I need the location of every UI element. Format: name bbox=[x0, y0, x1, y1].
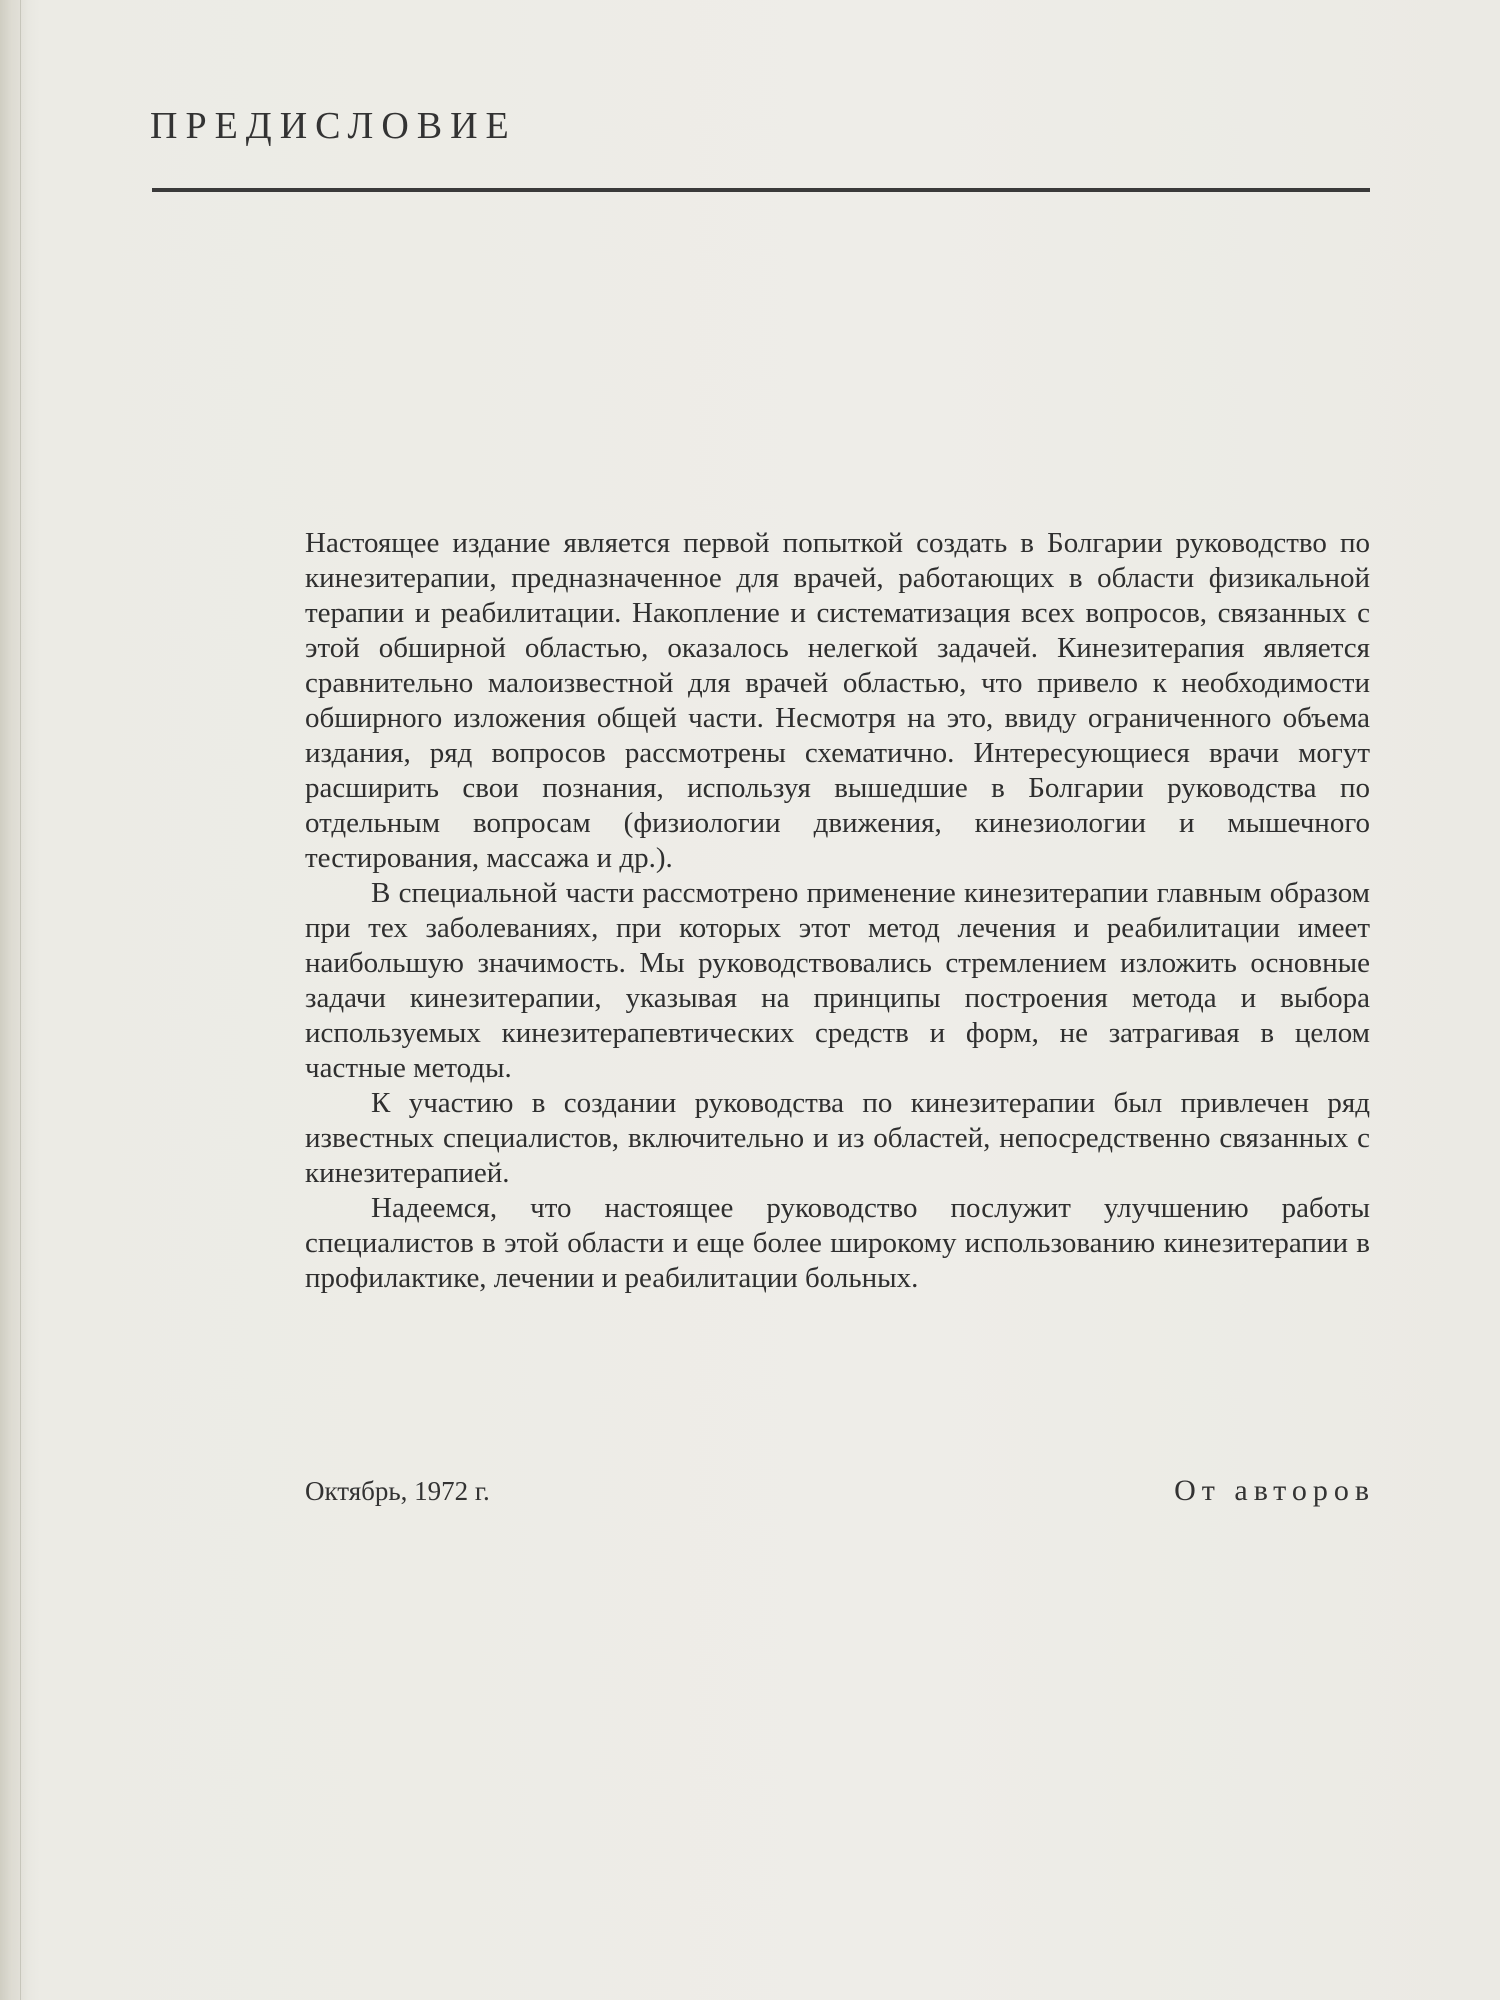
preface-paragraph-1: Настоящее издание является первой попыткой создать в Болгарии руководство по кинезитерапии, предназначенное для врачей, работающих в области физикальной терапии и реабилитации. Накопление и систематизация всех вопросов, связанных с этой обширной областью, оказалось нелегкой задачей. Кинезитерапия является сравнительно малоизвестной для врачей областью, что привело к необходимости обширного изложения общей части. Несмотря на это, ввиду ограниченного объема издания, ряд вопросов рассмотрены схематично. Интересующиеся врачи могут расширить свои познания, используя вышедшие в Болгарии руководства по отдельным вопросам (физиологии движения, кинезиологии и мышечного тестирования, массажа и др.). bbox=[305, 527, 1370, 874]
preface-signature: От авторов bbox=[1174, 1474, 1375, 1507]
page-binding-shadow bbox=[0, 0, 28, 2000]
page-edge-line bbox=[20, 0, 21, 2000]
signature-row bbox=[305, 1474, 1375, 1514]
preface-date: Октябрь, 1972 г. bbox=[305, 1476, 490, 1506]
preface-body bbox=[305, 526, 1370, 1296]
preface-paragraph-2: В специальной части рассмотрено применение кинезитерапии главным образом при тех заболеваниях, при которых этот метод лечения и реабилитации имеет наибольшую значимость. Мы руководствовались стремлением изложить основные задачи кинезитерапии, указывая на принципы построения метода и выбора используемых кинезитерапевтических средств и форм, не затрагивая в целом частные методы. bbox=[305, 877, 1370, 1084]
preface-paragraph-3: К участию в создании руководства по кинезитерапии был привлечен ряд известных специалистов, включительно и из областей, непосредственно связанных с кинезитерапией. bbox=[305, 1087, 1370, 1189]
page-heading: ПРЕДИСЛОВИЕ bbox=[150, 105, 517, 147]
heading-rule bbox=[152, 188, 1370, 192]
preface-paragraph-4: Надеемся, что настоящее руководство послужит улучшению работы специалистов в этой области и еще более широкому использованию кинезитерапии в профилактике, лечении и реабилитации больных. bbox=[305, 1192, 1370, 1294]
